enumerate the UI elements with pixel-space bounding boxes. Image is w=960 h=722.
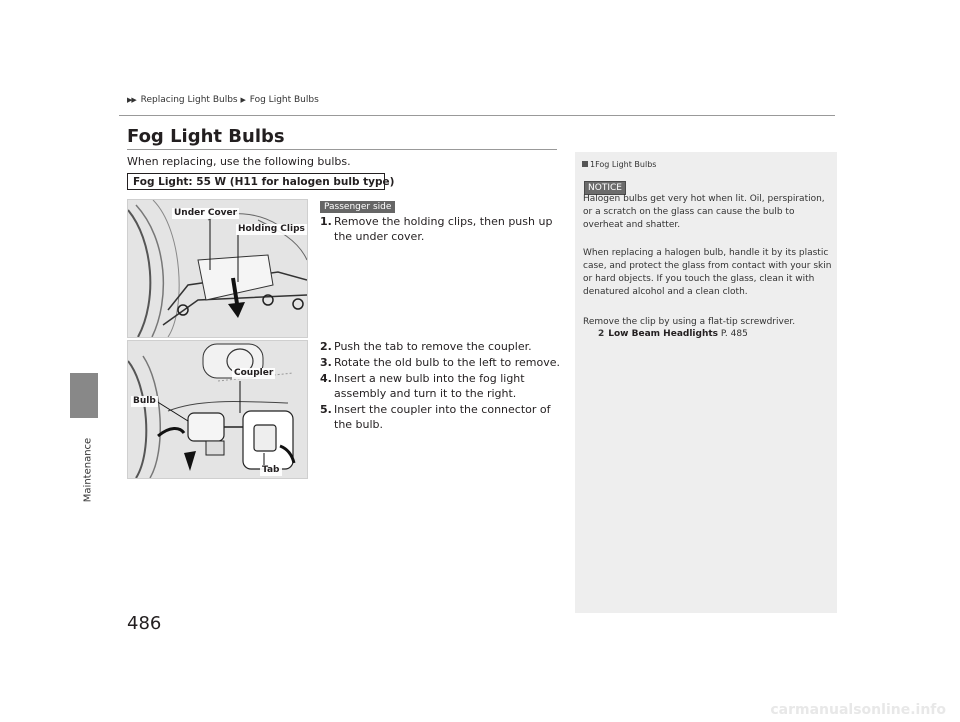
page-title: Fog Light Bulbs xyxy=(127,126,285,147)
coupler-label: Coupler xyxy=(234,368,274,378)
bulb-label: Bulb xyxy=(133,396,156,406)
holding-clips-label: Holding Clips xyxy=(238,224,305,234)
notice-badge: NOTICE xyxy=(584,181,626,195)
step-item xyxy=(320,214,565,244)
under-cover-label: Under Cover xyxy=(174,208,238,218)
step-text: Insert a new bulb into the fog light assembly and turn it to the right. xyxy=(334,372,525,400)
reference-link[interactable]: Low Beam Headlights xyxy=(608,329,719,339)
breadcrumb xyxy=(127,95,319,105)
note-marker-icon xyxy=(582,161,588,167)
bulb-spec-box: Fog Light: 55 W (H11 for halogen bulb type) xyxy=(127,173,385,190)
header-rule xyxy=(119,115,835,116)
step-number: 1. xyxy=(320,215,332,228)
step-item xyxy=(320,339,565,354)
note-paragraph: When replacing a halogen bulb, handle it by its plastic case, and protect the glass from contact with your skin or hard objects. If you touch the glass, clean it with denatured alcohol and a clean cloth. xyxy=(583,248,832,297)
step-item xyxy=(320,371,565,401)
step-text: Push the tab to remove the coupler. xyxy=(334,340,532,353)
cross-reference[interactable] xyxy=(598,329,748,339)
notes-heading-text: Fog Light Bulbs xyxy=(595,160,657,169)
breadcrumb-section[interactable]: Replacing Light Bulbs xyxy=(140,95,238,105)
step-number: 4. xyxy=(320,372,332,385)
under-cover-figure xyxy=(127,199,308,338)
breadcrumb-separator-icon: ▶ xyxy=(240,96,245,104)
page-number: 486 xyxy=(127,613,162,634)
tab-label: Tab xyxy=(262,465,280,475)
intro-text: When replacing, use the following bulbs. xyxy=(127,155,351,168)
step-number: 3. xyxy=(320,356,332,369)
breadcrumb-arrows-icon: ▶▶ xyxy=(127,96,136,104)
step-text: Remove the holding clips, then push up the under cover. xyxy=(334,215,553,243)
passenger-side-badge: Passenger side xyxy=(320,201,395,213)
step-item xyxy=(320,355,565,370)
under-cover-illustration xyxy=(128,200,307,337)
section-tab-label: Maintenance xyxy=(82,437,94,503)
steps-list-part1 xyxy=(320,214,565,245)
step-number: 5. xyxy=(320,403,332,416)
breadcrumb-current: Fog Light Bulbs xyxy=(249,95,319,105)
section-tab xyxy=(70,373,98,418)
note-paragraph: Remove the clip by using a flat-tip screwdriver. xyxy=(583,317,796,327)
step-text: Insert the coupler into the connector of the bulb. xyxy=(334,403,551,431)
note-marker: 1 xyxy=(590,160,596,169)
step-item xyxy=(320,402,565,432)
fog-light-illustration xyxy=(128,341,307,478)
title-rule xyxy=(127,149,557,150)
steps-list-part2 xyxy=(320,339,565,433)
coupler-figure xyxy=(127,340,308,479)
step-number: 2. xyxy=(320,340,332,353)
watermark: carmanualsonline.info xyxy=(770,702,946,718)
reference-arrow-icon: 2 xyxy=(598,329,605,339)
reference-page: P. 485 xyxy=(720,329,748,339)
note-paragraph: Halogen bulbs get very hot when lit. Oil, perspiration, or a scratch on the glass can cause the bulb to overheat and shatter. xyxy=(583,194,825,230)
notes-heading xyxy=(582,160,656,169)
step-text: Rotate the old bulb to the left to remove. xyxy=(334,356,561,369)
